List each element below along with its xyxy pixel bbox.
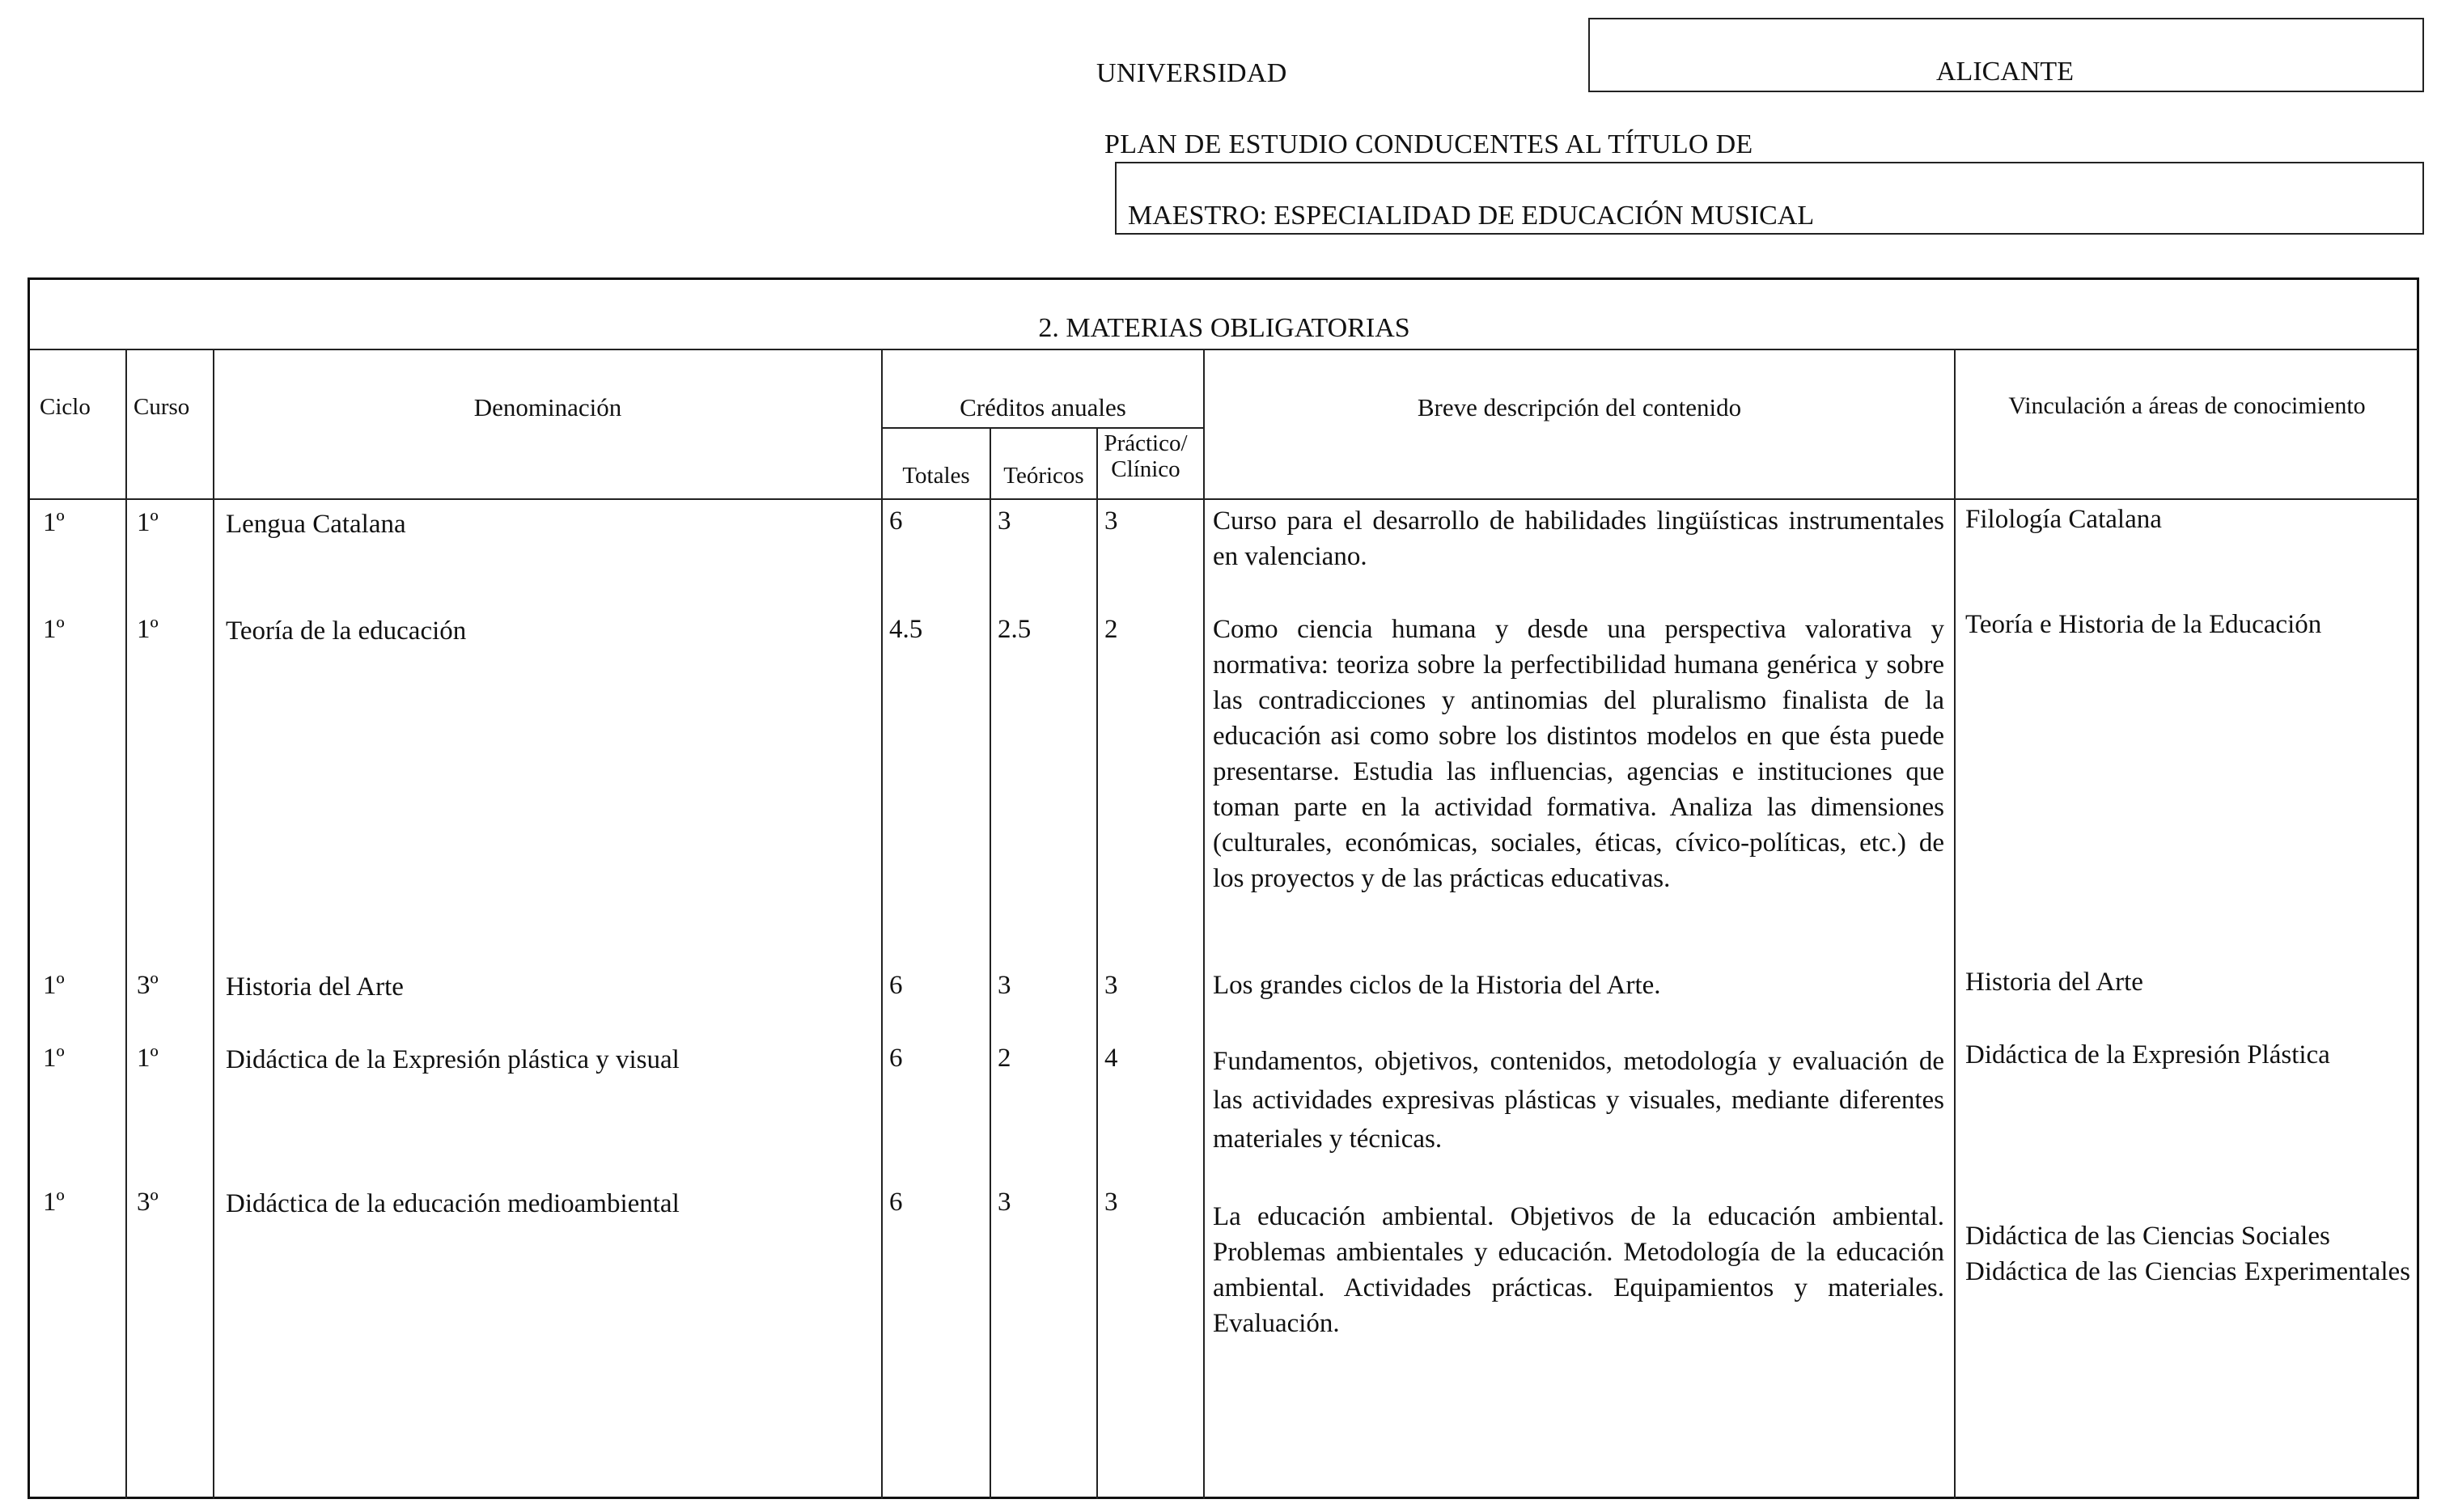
row1-curso: 1º [137, 508, 159, 537]
row3-totales: 6 [889, 971, 903, 1000]
row4-teoricos: 2 [998, 1044, 1011, 1073]
universidad-label: UNIVERSIDAD [1096, 58, 1287, 88]
row4-practico: 4 [1104, 1044, 1118, 1073]
row3-practico: 3 [1104, 971, 1118, 1000]
materias-table [28, 277, 2419, 1499]
row5-curso: 3º [137, 1188, 159, 1217]
header-vinculacion: Vinculación a áreas de conocimiento [2008, 392, 2366, 419]
row2-descripcion: Como ciencia humana y desde una perspectiva valorativa y normativa: teoriza sobre la perfectibilidad humana genérica y sobre las contradicciones y antinomias del pluralismo finalista de la educación asi como sobre los distintos modelos en que ésta puede presentarse. Estudia las influencias, agencias e instituciones que toman parte en la actividad formativa. Analiza las dimensiones (culturales, económicas, sociales, éticas, cívico-políticas, etc.) de los proyectos y de las prácticas educativas. [1213, 615, 1944, 893]
row4-denominacion: Didáctica de la Expresión plástica y visual [226, 1045, 680, 1074]
row3-denominacion: Historia del Arte [226, 972, 404, 1002]
plan-label: PLAN DE ESTUDIO CONDUCENTES AL TÍTULO DE [1104, 129, 1753, 159]
header-practico: Práctico/ Clínico [1104, 430, 1188, 482]
row5-descripcion: La educación ambiental. Objetivos de la educación ambiental. Problemas ambientales y educación. Metodología de la educación ambiental. Actividades prácticas. Equipamientos y materiales. Evaluación. [1213, 1202, 1944, 1338]
row4-ciclo: 1º [43, 1044, 65, 1073]
row5-denominacion: Didáctica de la educación medioambiental [226, 1189, 680, 1218]
row2-vinculacion: Teoría e Historia de la Educación [1965, 610, 2322, 639]
header-denominacion: Denominación [473, 393, 622, 421]
row1-ciclo: 1º [43, 508, 65, 537]
row5-teoricos: 3 [998, 1188, 1011, 1217]
row2-practico: 2 [1104, 615, 1118, 644]
titulo-value: MAESTRO: ESPECIALIDAD DE EDUCACIÓN MUSICAL [1128, 201, 1815, 231]
header-descripcion: Breve descripción del contenido [1417, 393, 1742, 421]
row4-curso: 1º [137, 1044, 159, 1073]
row2-ciclo: 1º [43, 615, 65, 644]
row3-curso: 3º [137, 971, 159, 1000]
row5-totales: 6 [889, 1188, 903, 1217]
universidad-value: ALICANTE [1936, 57, 2074, 87]
row5-vinculacion: Didáctica de las Ciencias Sociales [1965, 1222, 2330, 1251]
col-divider-6 [1203, 349, 1205, 1499]
col-divider-3 [881, 349, 883, 1499]
col-divider-1 [125, 349, 127, 1499]
row2-totales: 4.5 [889, 615, 923, 644]
col-divider-7 [1954, 349, 1956, 1499]
header-curso: Curso [134, 394, 190, 420]
row1-totales: 6 [889, 506, 903, 536]
header-totales: Totales [902, 463, 970, 489]
row2-curso: 1º [137, 615, 159, 644]
row3-vinculacion: Historia del Arte [1965, 968, 2143, 997]
row4-vinculacion: Didáctica de la Expresión Plástica [1965, 1040, 2330, 1069]
section-title: 2. MATERIAS OBLIGATORIAS [1038, 313, 1410, 343]
row3-descripcion: Los grandes ciclos de la Historia del Arte. [1213, 971, 1661, 1000]
col-divider-5 [1096, 427, 1098, 1499]
col-divider-4 [990, 427, 991, 1499]
row5-vinculacion-2: Didáctica de las Ciencias Experimentales [1965, 1257, 2410, 1286]
col-divider-2 [213, 349, 214, 1499]
row4-descripcion: Fundamentos, objetivos, contenidos, metodología y evaluación de las actividades expresivas plásticas y visuales, mediante diferentes materiales y técnicas. [1213, 1047, 1944, 1154]
row1-vinculacion: Filología Catalana [1965, 505, 2162, 534]
titulo-value-box [1115, 162, 2424, 235]
row1-denominacion: Lengua Catalana [226, 510, 406, 539]
title-divider [30, 349, 2418, 350]
row4-totales: 6 [889, 1044, 903, 1073]
header-ciclo: Ciclo [40, 394, 91, 420]
creditos-divider [881, 427, 1205, 429]
header-creditos: Créditos anuales [960, 393, 1126, 421]
row5-practico: 3 [1104, 1188, 1118, 1217]
header-divider [30, 498, 2418, 500]
row3-ciclo: 1º [43, 971, 65, 1000]
row1-practico: 3 [1104, 506, 1118, 536]
row3-teoricos: 3 [998, 971, 1011, 1000]
row2-teoricos: 2.5 [998, 615, 1032, 644]
row2-denominacion: Teoría de la educación [226, 616, 467, 646]
header-teoricos: Teóricos [1003, 463, 1084, 489]
row1-teoricos: 3 [998, 506, 1011, 536]
universidad-value-box [1588, 18, 2424, 92]
row1-descripcion: Curso para el desarrollo de habilidades lingüísticas instrumentales en valenciano. [1213, 506, 1944, 571]
row5-ciclo: 1º [43, 1188, 65, 1217]
